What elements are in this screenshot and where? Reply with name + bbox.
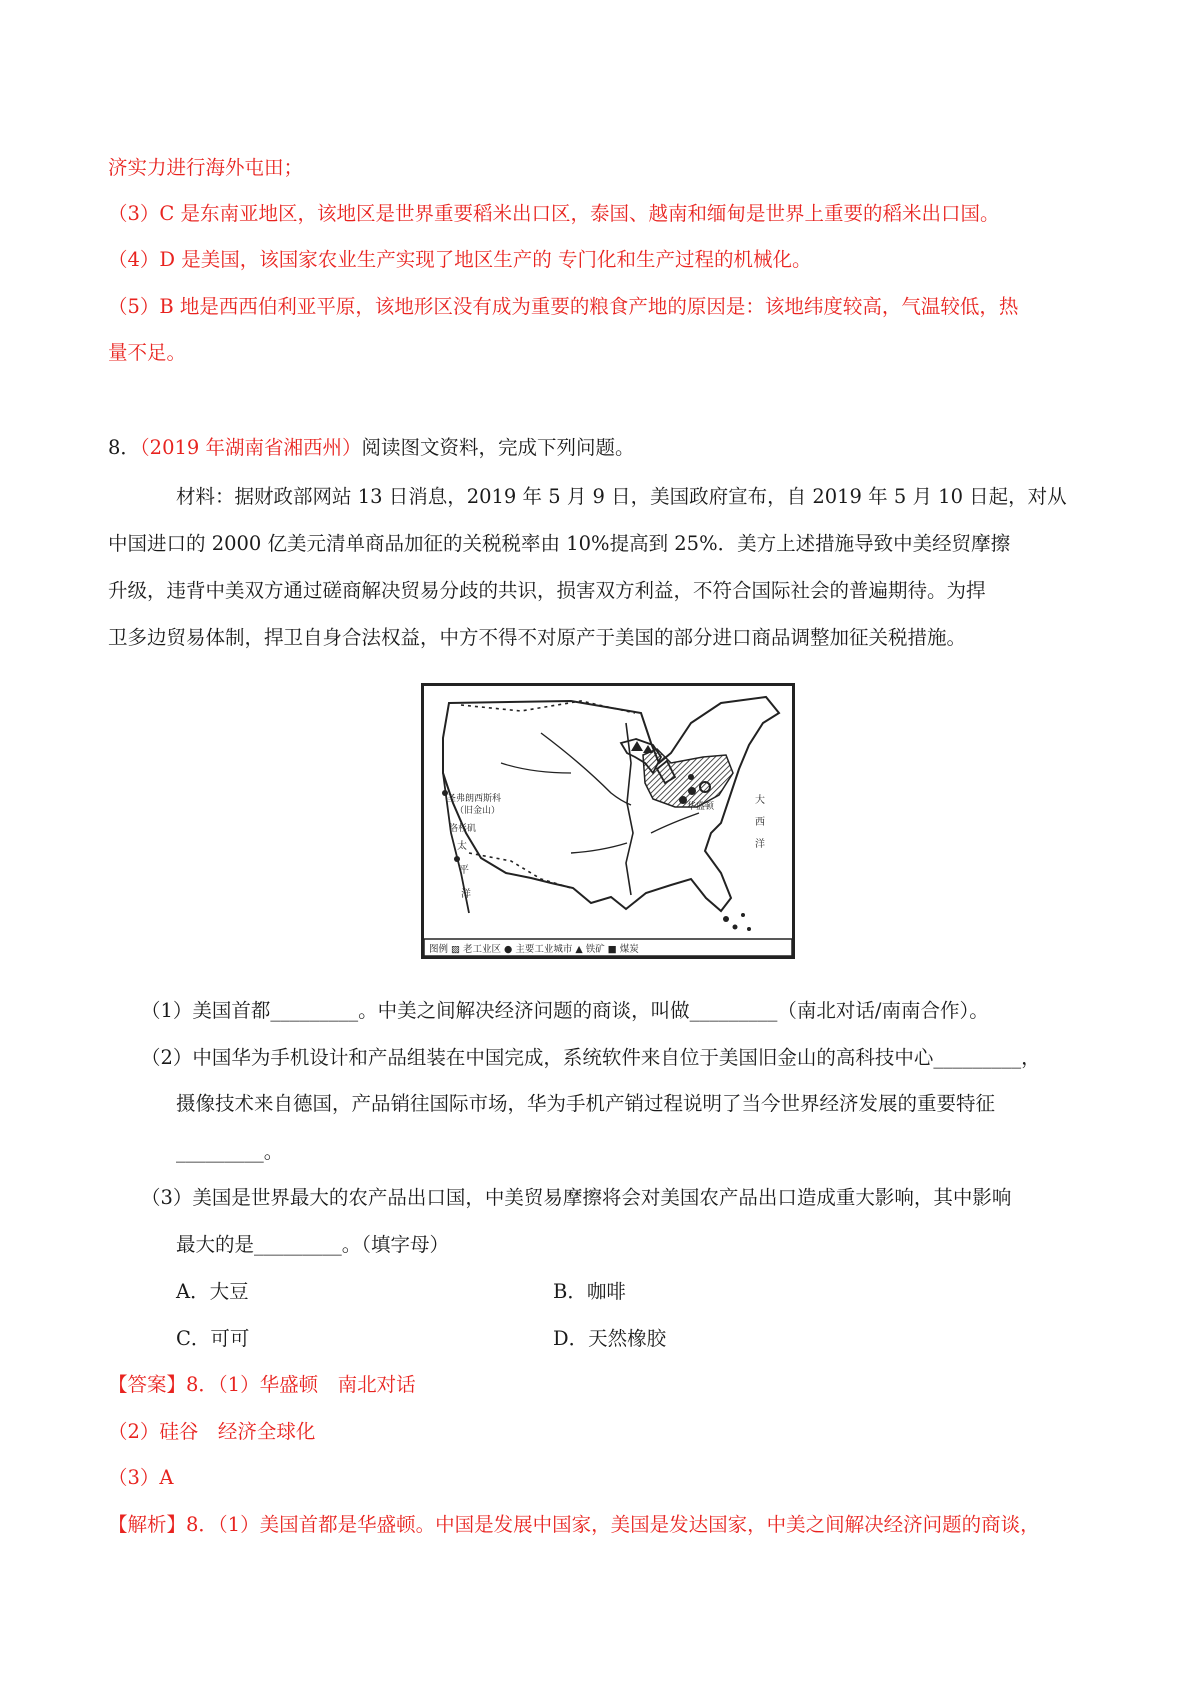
label-pacific-3: 洋 xyxy=(461,889,471,900)
label-atlantic-2: 西 xyxy=(755,817,765,828)
washington-marker xyxy=(679,796,687,804)
label-los-angeles: 洛杉矶 xyxy=(449,824,477,834)
material-line-2: 中国进口的 2000 亿美元清单商品加征的关税税率由 10%提高到 25%．美方上述措施导致中美经贸摩擦 xyxy=(108,532,1011,555)
question-prompt: 阅读图文资料，完成下列问题。 xyxy=(361,436,635,459)
sub-question-1: （1）美国首都_________。中美之间解决经济问题的商谈，叫做_________（南北对话/南南合作）。 xyxy=(141,999,989,1022)
option-b: B．咖啡 xyxy=(553,1280,626,1303)
analysis-line-1: 【解析】8．（1）美国首都是华盛顿。中国是发展中国家，美国是发达国家，中美之间解决经济问题的商谈， xyxy=(108,1513,1040,1536)
sub-question-2-line-3: _________。 xyxy=(176,1140,284,1163)
label-atlantic-3: 洋 xyxy=(755,839,765,850)
sub-question-2-line-1: （2）中国华为手机设计和产品组装在中国完成，系统软件来自位于美国旧金山的高科技中心_________， xyxy=(141,1046,1041,1069)
solution-line-2: （3）C 是东南亚地区，该地区是世界重要稻米出口区，泰国、越南和缅甸是世界上重要的稻米出口国。 xyxy=(108,202,1000,225)
label-washington: 华盛顿 xyxy=(687,802,715,812)
material-line-4: 卫多边贸易体制，捍卫自身合法权益，中方不得不对原产于美国的部分进口商品调整加征关税措施。 xyxy=(108,626,967,649)
label-pacific-2: 平 xyxy=(459,865,469,876)
answer-line-1: 【答案】8．（1）华盛顿 南北对话 xyxy=(108,1373,416,1396)
option-a: A．大豆 xyxy=(176,1280,249,1303)
city-marker xyxy=(688,787,696,795)
label-pacific-1: 太 xyxy=(457,841,467,852)
answer-line-2: （2）硅谷 经济全球化 xyxy=(108,1420,316,1443)
sub-question-3-line-1: （3）美国是世界最大的农产品出口国，中美贸易摩擦将会对美国农产品出口造成重大影响，其中影响 xyxy=(141,1186,1012,1209)
solution-line-4: （5）B 地是西西伯利亚平原，该地形区没有成为重要的粮食产地的原因是：该地纬度较高，气温较低，热 xyxy=(108,295,1019,318)
usa-industry-map xyxy=(421,683,795,959)
map-legend: 图例 ▨ 老工业区 ● 主要工业城市 ▲ 铁矿 ■ 煤炭 xyxy=(429,944,639,955)
option-d: D．天然橡胶 xyxy=(553,1327,667,1350)
option-c: C．可可 xyxy=(176,1327,250,1350)
label-atlantic-1: 大 xyxy=(755,795,765,806)
solution-line-1: 济实力进行海外屯田； xyxy=(108,156,304,179)
answer-line-3: （3）A xyxy=(108,1466,174,1489)
label-san-francisco: 圣弗朗西斯科 xyxy=(447,794,502,804)
question-heading xyxy=(108,434,635,462)
sub-question-3-line-2: 最大的是_________。（填字母） xyxy=(176,1233,450,1256)
solution-line-5: 量不足。 xyxy=(108,341,187,364)
solution-line-3: （4）D 是美国，该国家农业生产实现了地区生产的 专门化和生产过程的机械化。 xyxy=(108,248,812,271)
label-old-gold-mountain: （旧金山） xyxy=(455,806,501,816)
sub-question-2-line-2: 摄像技术来自德国，产品销往国际市场，华为手机产销过程说明了当今世界经济发展的重要特征 xyxy=(176,1092,996,1115)
material-line-3: 升级，违背中美双方通过磋商解决贸易分歧的共识，损害双方利益，不符合国际社会的普遍期待。为捍 xyxy=(108,579,986,602)
question-number: 8． xyxy=(108,436,140,459)
question-source: （2019 年湖南省湘西州） xyxy=(139,436,362,459)
material-line-1: 材料：据财政部网站 13 日消息，2019 年 5 月 9 日，美国政府宣布，自 2019 年 5 月 10 日起，对从 xyxy=(176,485,1067,508)
